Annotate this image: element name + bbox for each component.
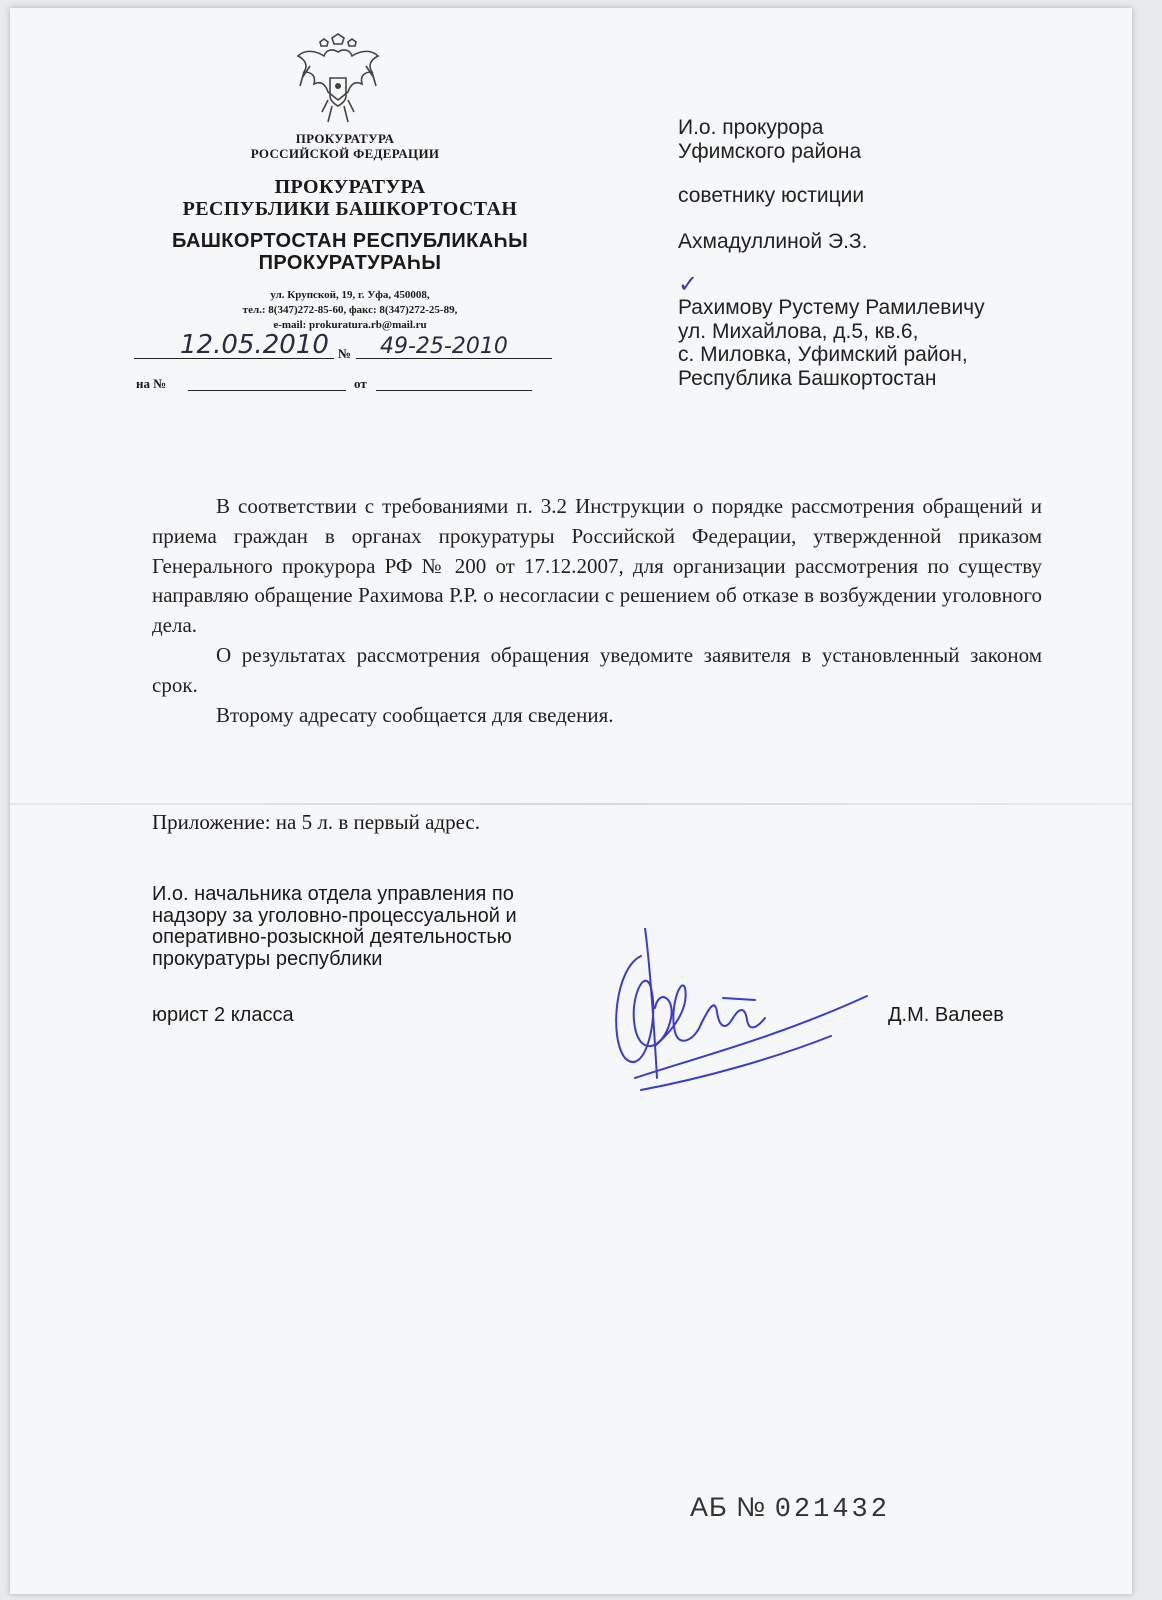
second-recipient-street: ул. Михайлова, д.5, кв.6, bbox=[678, 319, 919, 343]
recipient-rank: советнику юстиции bbox=[678, 184, 865, 207]
registration-line bbox=[134, 328, 554, 368]
address-email: e-mail: prokuratura.rb@mail.ru bbox=[273, 318, 427, 331]
check-mark: ✓ bbox=[678, 270, 699, 298]
second-recipient-village: с. Миловка, Уфимский район, bbox=[678, 343, 968, 367]
recipient-line2: Уфимского района bbox=[678, 139, 862, 163]
signatory-rank: юрист 2 класса bbox=[152, 1004, 294, 1026]
second-recipient-name: Рахимову Рустему Рамилевичу bbox=[678, 296, 985, 319]
position-line3: оперативно-розыскной деятельностью bbox=[152, 926, 512, 949]
address-line2: тел.: 8(347)272-85-60, факс: 8(347)272-25-89, bbox=[242, 303, 458, 316]
body-paragraph-3: Второму адресату сообщается для сведения. bbox=[216, 702, 614, 727]
org-bashkir-line2: ПРОКУРАТУРАҺЫ bbox=[258, 252, 442, 275]
position-line4: прокуратуры республики bbox=[152, 947, 383, 970]
second-recipient bbox=[678, 296, 985, 390]
coat-of-arms-icon bbox=[292, 30, 384, 130]
letter-page bbox=[10, 8, 1132, 1594]
signatory-name: Д.М. Валеев bbox=[888, 1004, 1004, 1026]
reply-line bbox=[136, 376, 556, 396]
org-bashkir-line1: БАШКОРТОСТАН РЕСПУБЛИКАҺЫ bbox=[171, 230, 529, 252]
org-address bbox=[160, 288, 540, 333]
reg-date: 12.05.2010 bbox=[180, 330, 329, 360]
serial-number bbox=[690, 1492, 890, 1525]
serial-digits: 021432 bbox=[774, 1495, 890, 1525]
paper-fold bbox=[10, 803, 1132, 805]
position-line1: И.о. начальника отдела управления по bbox=[152, 883, 514, 905]
recipient-name: Ахмадуллиной Э.З. bbox=[678, 230, 868, 253]
org-federal bbox=[210, 132, 480, 161]
recipient-position bbox=[678, 116, 861, 163]
recipient-line1: И.о. прокурора bbox=[678, 116, 824, 139]
second-recipient-region: Республика Башкортостан bbox=[678, 366, 937, 390]
org-republic bbox=[130, 176, 570, 221]
org-republic-line2: РЕСПУБЛИКИ БАШКОРТОСТАН bbox=[182, 198, 518, 221]
reply-to-label: на № bbox=[136, 376, 167, 391]
address-line1: ул. Крупской, 19, г. Уфа, 450008, bbox=[270, 289, 430, 301]
reply-from-underline bbox=[376, 390, 532, 391]
reg-no-label: № bbox=[338, 346, 352, 361]
body-paragraph-1: В соответствии с требованиями п. 3.2 Инструкции о порядке рассмотрения обращений и приема граждан в органах прокуратуры Российской Федерации, утвержденной приказом Генерального прокурора РФ № 200 от 17.12.2007, для организации рассмотрения по существу направляю обращение Рахимова Р.Р. о несогласии с решением об отказе в возбуждении уголовного дела. bbox=[152, 494, 1042, 638]
attachment-note: Приложение: на 5 л. в первый адрес. bbox=[152, 810, 480, 834]
signature-icon bbox=[605, 928, 875, 1108]
letter-body bbox=[152, 492, 1042, 731]
position-line2: надзору за уголовно-процессуальной и bbox=[152, 904, 517, 927]
org-republic-line1: ПРОКУРАТУРА bbox=[274, 176, 426, 198]
org-federal-line1: ПРОКУРАТУРА bbox=[295, 131, 395, 146]
body-paragraph-2: О результатах рассмотрения обращения уведомите заявителя в установленный законом срок. bbox=[152, 643, 1042, 697]
org-federal-line2: РОССИЙСКОЙ ФЕДЕРАЦИИ bbox=[250, 145, 440, 161]
serial-prefix: АБ № bbox=[690, 1492, 767, 1522]
reply-from-label: от bbox=[354, 376, 367, 391]
reply-to-underline bbox=[188, 390, 346, 391]
reg-number: 49-25-2010 bbox=[380, 334, 508, 359]
org-bashkir bbox=[130, 230, 570, 275]
signatory-position bbox=[152, 884, 622, 970]
